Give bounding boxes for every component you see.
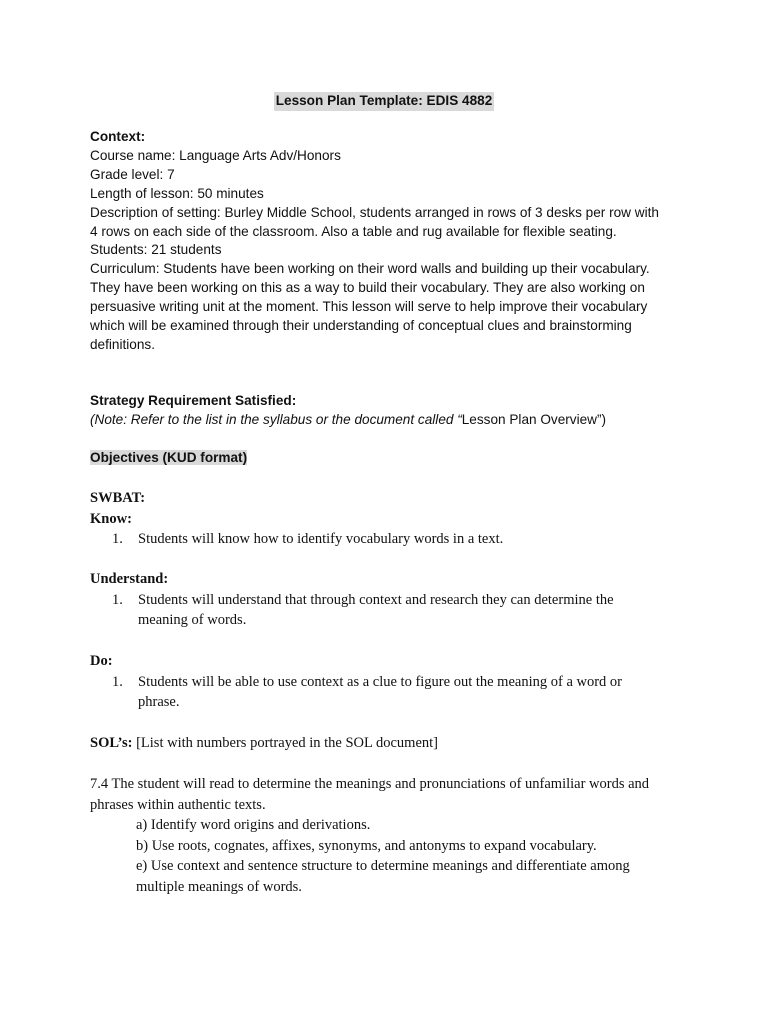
strategy-note-plain: Lesson Plan Overview”) [461,411,607,427]
know-heading: Know: [90,510,132,527]
list-number: 1. [112,673,123,690]
sols-text: [List with numbers portrayed in the SOL document] [132,735,438,751]
list-number: 1. [112,591,123,608]
standard-item: a) Identify word origins and derivations. [136,817,371,833]
sols-section [90,733,680,754]
know-item-text: Students will know how to identify vocabulary words in a text. [138,531,504,547]
strategy-note-italic: (Note: Refer to the list in the syllabus or the document called “ [90,411,462,427]
sols-line [90,733,680,754]
swbat-heading: SWBAT: [90,490,146,506]
context-line: Description of setting: Burley Middle School, students arranged in rows of 3 desks per row with [90,204,659,220]
context-line: They have been working on this as a way to build their vocabulary. They are also working on [90,280,645,296]
context-section [90,128,680,355]
know-item [90,529,680,550]
sols-label: SOL’s [90,735,128,751]
understand-item-text: Students will understand that through context and research they can determine the [138,591,614,608]
objectives-section [90,449,680,468]
do-section [90,651,680,713]
context-line: Course name: Language Arts Adv/Honors [90,147,341,163]
standard-item: e) Use context and sentence structure to determine meanings and differentiate among [136,858,630,874]
strategy-note [90,411,680,430]
document-title-wrap [0,92,768,111]
standard-line: 7.4 The student will read to determine the meanings and pronunciations of unfamiliar words and [90,776,650,792]
strategy-heading: Strategy Requirement Satisfied: [90,393,297,408]
standard-item: b) Use roots, cognates, affixes, synonyms, and antonyms to expand vocabulary. [136,837,597,854]
standard-line: phrases within authentic texts. [90,796,266,813]
swbat-section [90,488,680,550]
context-line: persuasive writing unit at the moment. This lesson will serve to help improve their vocabulary [90,299,648,315]
context-line: definitions. [90,336,155,352]
strategy-section [90,392,680,430]
context-line: Students: 21 students [90,242,222,258]
do-heading: Do: [90,653,113,669]
list-number: 1. [112,531,123,547]
context-line: 4 rows on each side of the classroom. Also a table and rug available for flexible seating. [90,223,617,239]
sols-colon: : [127,735,133,751]
understand-item [90,590,680,611]
standard-item-cont: multiple meanings of words. [136,878,302,895]
understand-item-cont: meaning of words. [138,612,247,628]
do-item-cont: phrase. [138,694,180,710]
context-line: which will be examined through their understanding of conceptual clues and brainstorming [90,318,632,334]
context-line: Length of lesson: 50 minutes [90,185,264,201]
objectives-heading: Objectives (KUD format) [90,450,248,465]
document-title: Lesson Plan Template: EDIS 4882 [274,92,495,111]
context-line: Grade level: 7 [90,166,175,182]
context-line: Curriculum: Students have been working on their word walls and building up their vocabulary. [90,261,650,277]
understand-heading: Understand: [90,571,169,587]
do-item [90,672,680,693]
standard-section [90,774,680,897]
context-heading: Context: [90,129,146,144]
do-item-text: Students will be able to use context as a clue to figure out the meaning of a word or [138,673,623,690]
understand-section [90,569,680,631]
